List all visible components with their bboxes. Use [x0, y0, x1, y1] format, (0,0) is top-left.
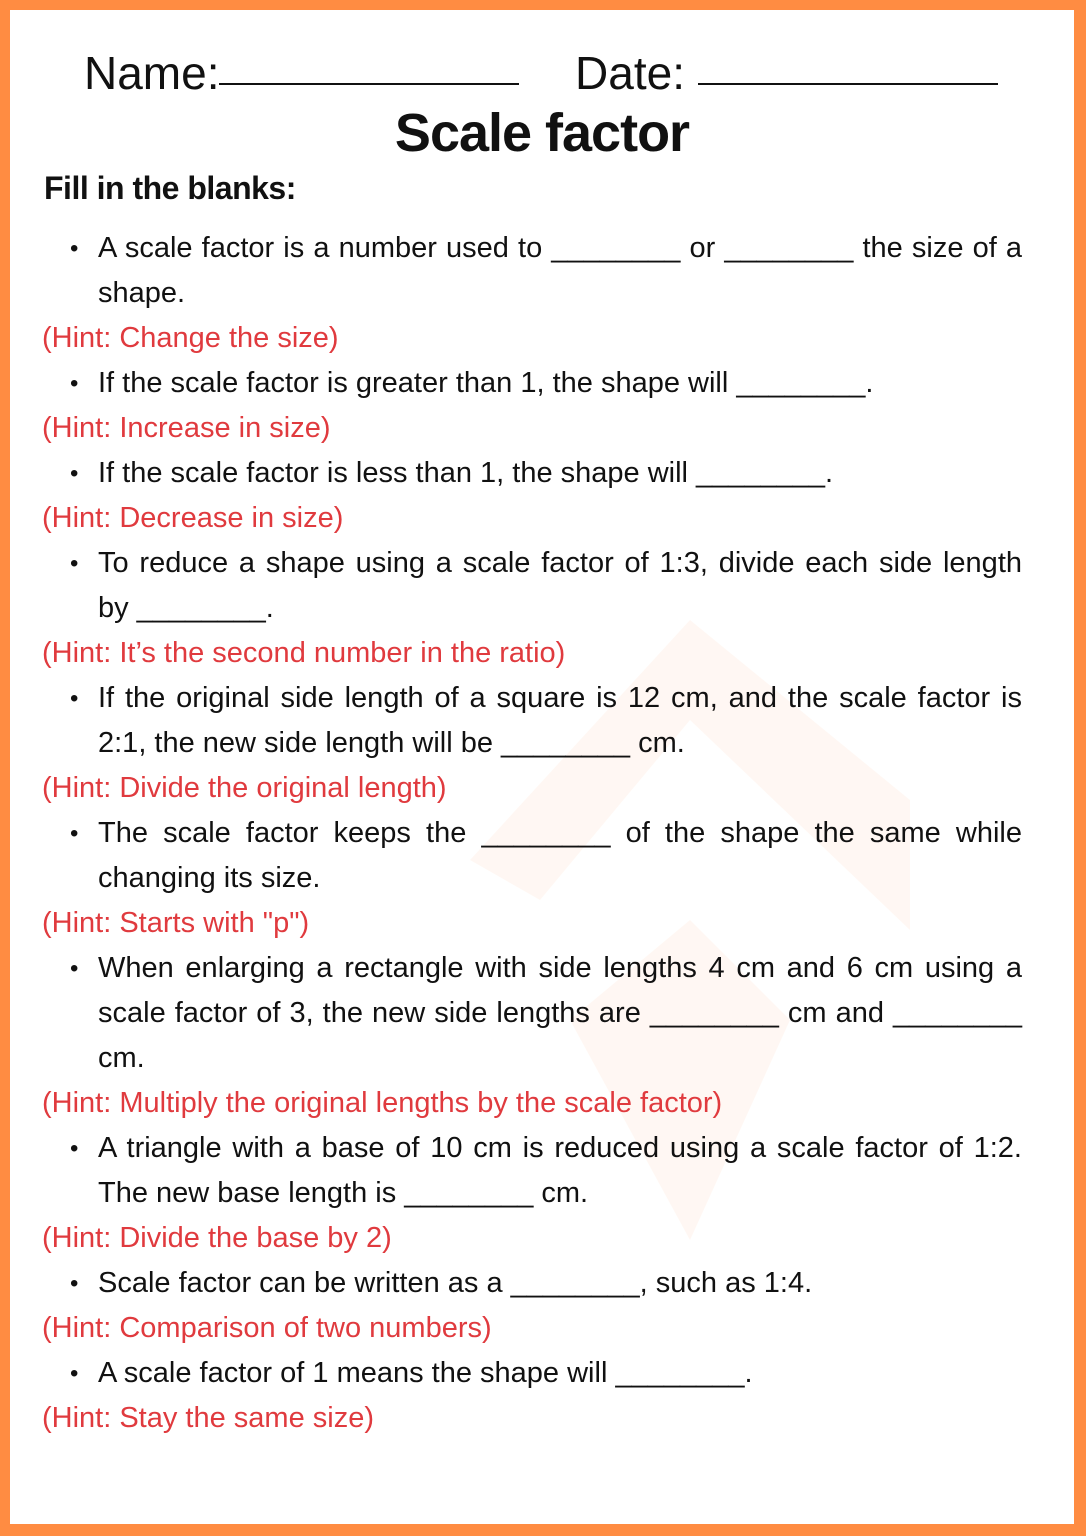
- question-8: • A triangle with a base of 10 cm is reduced using a scale factor of 1:2. The new base length is ________ cm.: [98, 1126, 1022, 1216]
- page-title: Scale factor: [394, 103, 690, 163]
- hint-10: (Hint: Stay the same size): [42, 1402, 374, 1434]
- date-label: Date:: [575, 47, 685, 99]
- hint-3: (Hint: Decrease in size): [42, 502, 344, 534]
- hint-4: (Hint: It’s the second number in the ratio): [42, 637, 566, 669]
- hint-1: (Hint: Change the size): [42, 322, 339, 354]
- hint-7: (Hint: Multiply the original lengths by the scale factor): [42, 1087, 723, 1119]
- question-10: • A scale factor of 1 means the shape will ________.: [98, 1351, 1022, 1396]
- header: [84, 46, 998, 100]
- question-4: • To reduce a shape using a scale factor of 1:3, divide each side length by ________.: [98, 541, 1022, 631]
- question-6: • The scale factor keeps the ________ of the shape the same while changing its size.: [98, 811, 1022, 901]
- question-5: • If the original side length of a square is 12 cm, and the scale factor is 2:1, the new side length will be ________ cm.: [98, 676, 1022, 766]
- question-2: • If the scale factor is greater than 1, the shape will ________.: [98, 361, 1022, 406]
- question-9: • Scale factor can be written as a ________, such as 1:4.: [98, 1261, 1022, 1306]
- question-1: • A scale factor is a number used to ________ or ________ the size of a shape.: [98, 226, 1022, 316]
- section-subtitle: Fill in the blanks:: [44, 170, 296, 206]
- worksheet-page: [10, 10, 1074, 1524]
- name-field-line[interactable]: [219, 83, 519, 85]
- hint-8: (Hint: Divide the base by 2): [42, 1222, 392, 1254]
- question-3: • If the scale factor is less than 1, the shape will ________.: [98, 451, 1022, 496]
- question-list: [10, 226, 1074, 1441]
- hint-9: (Hint: Comparison of two numbers): [42, 1312, 492, 1344]
- question-7: • When enlarging a rectangle with side lengths 4 cm and 6 cm using a scale factor of 3, the new side lengths are ________ cm and ________ cm.: [98, 946, 1022, 1081]
- hint-2: (Hint: Increase in size): [42, 412, 331, 444]
- name-label: Name:: [84, 47, 220, 99]
- date-field-line[interactable]: [698, 83, 998, 85]
- hint-6: (Hint: Starts with "p"): [42, 907, 310, 939]
- hint-5: (Hint: Divide the original length): [42, 772, 447, 804]
